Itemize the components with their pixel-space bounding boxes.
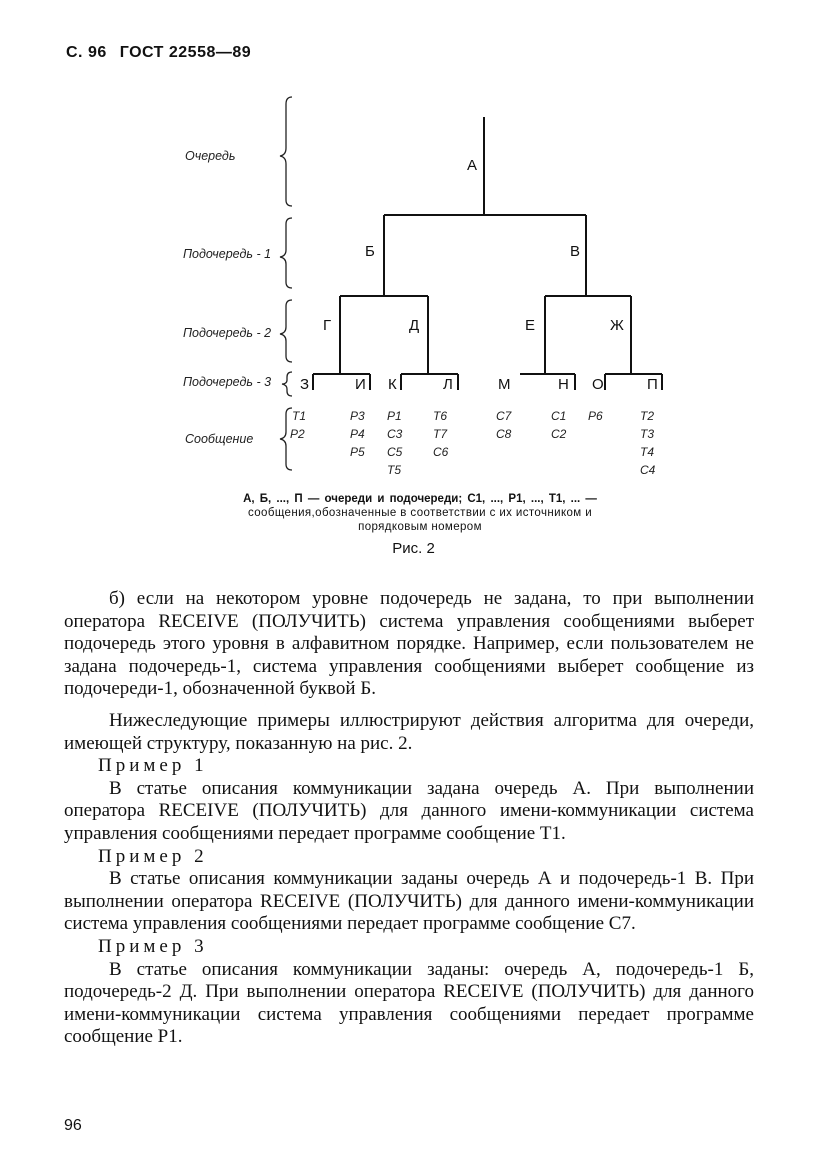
- node-v: В: [570, 243, 581, 260]
- level-label-subqueue-2: Подочередь - 2: [183, 326, 272, 340]
- brace-subqueue-3: [282, 372, 292, 396]
- node-p: П: [647, 376, 658, 393]
- message: Т6: [433, 409, 448, 423]
- node-l: Л: [443, 376, 453, 393]
- message: Р3: [350, 409, 365, 423]
- figure-label: Рис. 2: [392, 540, 435, 557]
- caption-line-3: порядковым номером: [358, 521, 482, 533]
- message: С8: [496, 427, 512, 441]
- message-column-k: [387, 409, 403, 477]
- message: Р2: [290, 427, 305, 441]
- node-i: И: [355, 376, 366, 393]
- message: Р6: [588, 409, 603, 423]
- message-column-i: [350, 409, 365, 459]
- queue-tree-diagram: [0, 0, 827, 540]
- message: Т3: [640, 427, 655, 441]
- message: Т4: [640, 445, 655, 459]
- node-z: З: [300, 376, 310, 393]
- node-m: М: [498, 376, 511, 393]
- example-1-title: Пример 1: [98, 755, 208, 777]
- message: Р4: [350, 427, 365, 441]
- message: Т1: [292, 409, 307, 423]
- message: Т7: [433, 427, 448, 441]
- message: Р1: [387, 409, 402, 423]
- node-k: К: [388, 376, 397, 393]
- node-g: Г: [323, 317, 332, 334]
- message-column-z: [290, 409, 306, 441]
- node-zh: Ж: [610, 317, 624, 334]
- message: Т5: [387, 463, 402, 477]
- figure-caption: [150, 492, 690, 534]
- level-label-subqueue-3: Подочередь - 3: [183, 375, 272, 389]
- node-o: О: [592, 376, 604, 393]
- node-d: Д: [409, 317, 420, 334]
- message-column-m: [496, 409, 513, 441]
- standard-number: ГОСТ 22558—89: [119, 44, 252, 61]
- message: С4: [640, 463, 656, 477]
- example-1-text: В статье описания коммуникации задана очередь А. При выполнении оператора RECEIVE (ПОЛУЧИТЬ) для данного имени-коммуникации система управления сообщениями передает программе сообщение Т1.: [64, 777, 754, 844]
- example-2-text: В статье описания коммуникации заданы очередь А и подочередь-1 В. При выполнении оператора RECEIVE (ПОЛУЧИТЬ) для данного имени-коммуникации система управления сообщениями передает программе сообщение С7.: [64, 868, 754, 935]
- message-column-n: [551, 409, 567, 441]
- caption-line-1: А, Б, ..., П — очереди и подочереди; С1, ..., Р1, ..., Т1, ... —: [243, 493, 597, 505]
- brace-queue: [280, 97, 292, 206]
- message-column-p: [640, 409, 656, 477]
- example-3-title: Пример 3: [98, 935, 208, 957]
- page-number-header: С. 96: [66, 44, 107, 61]
- message: С5: [387, 445, 403, 459]
- message: С7: [496, 409, 512, 423]
- node-a: А: [467, 157, 478, 174]
- paragraph-b: б) если на некотором уровне подочередь не задана, то при выполнении оператора RECEIVE (ПОЛУЧИТЬ) система управления сообщениями выберет подочередь этого уровня в алфавитном порядке. Например, если пользователем не задана подочередь-1, система управления сообщениями выберет сообщение из подочереди-1, обозначенной буквой Б.: [64, 588, 754, 700]
- brace-subqueue-2: [280, 300, 292, 362]
- level-label-message: Сообщение: [185, 432, 254, 446]
- example-2-title: Пример 2: [98, 845, 208, 867]
- level-label-subqueue-1: Подочередь - 1: [183, 247, 272, 261]
- message-column-o: [588, 409, 603, 423]
- message: С3: [387, 427, 403, 441]
- body-text: [64, 588, 754, 1049]
- message: С6: [433, 445, 449, 459]
- node-e: Е: [525, 317, 536, 334]
- paragraph-examples-intro: Нижеследующие примеры иллюстрируют действия алгоритма для очереди, имеющей структуру, показанную на рис. 2.: [64, 709, 754, 754]
- message: С2: [551, 427, 567, 441]
- brace-subqueue-1: [280, 218, 292, 288]
- node-n: Н: [558, 376, 569, 393]
- node-b: Б: [365, 243, 375, 260]
- example-3-text: В статье описания коммуникации заданы: очередь А, подочередь-1 Б, подочередь-2 Д. При выполнении оператора RECEIVE (ПОЛУЧИТЬ) для данного имени-коммуникации система управления сообщениями передает программе сообщение Р1.: [64, 958, 754, 1048]
- message-column-l: [433, 409, 449, 459]
- message: Р5: [350, 445, 365, 459]
- level-label-queue: Очередь: [185, 149, 236, 163]
- message: С1: [551, 409, 567, 423]
- message: Т2: [640, 409, 655, 423]
- page-number-footer: 96: [64, 1117, 82, 1134]
- caption-line-2: сообщения,обозначенные в соответствии с их источником и: [247, 507, 593, 519]
